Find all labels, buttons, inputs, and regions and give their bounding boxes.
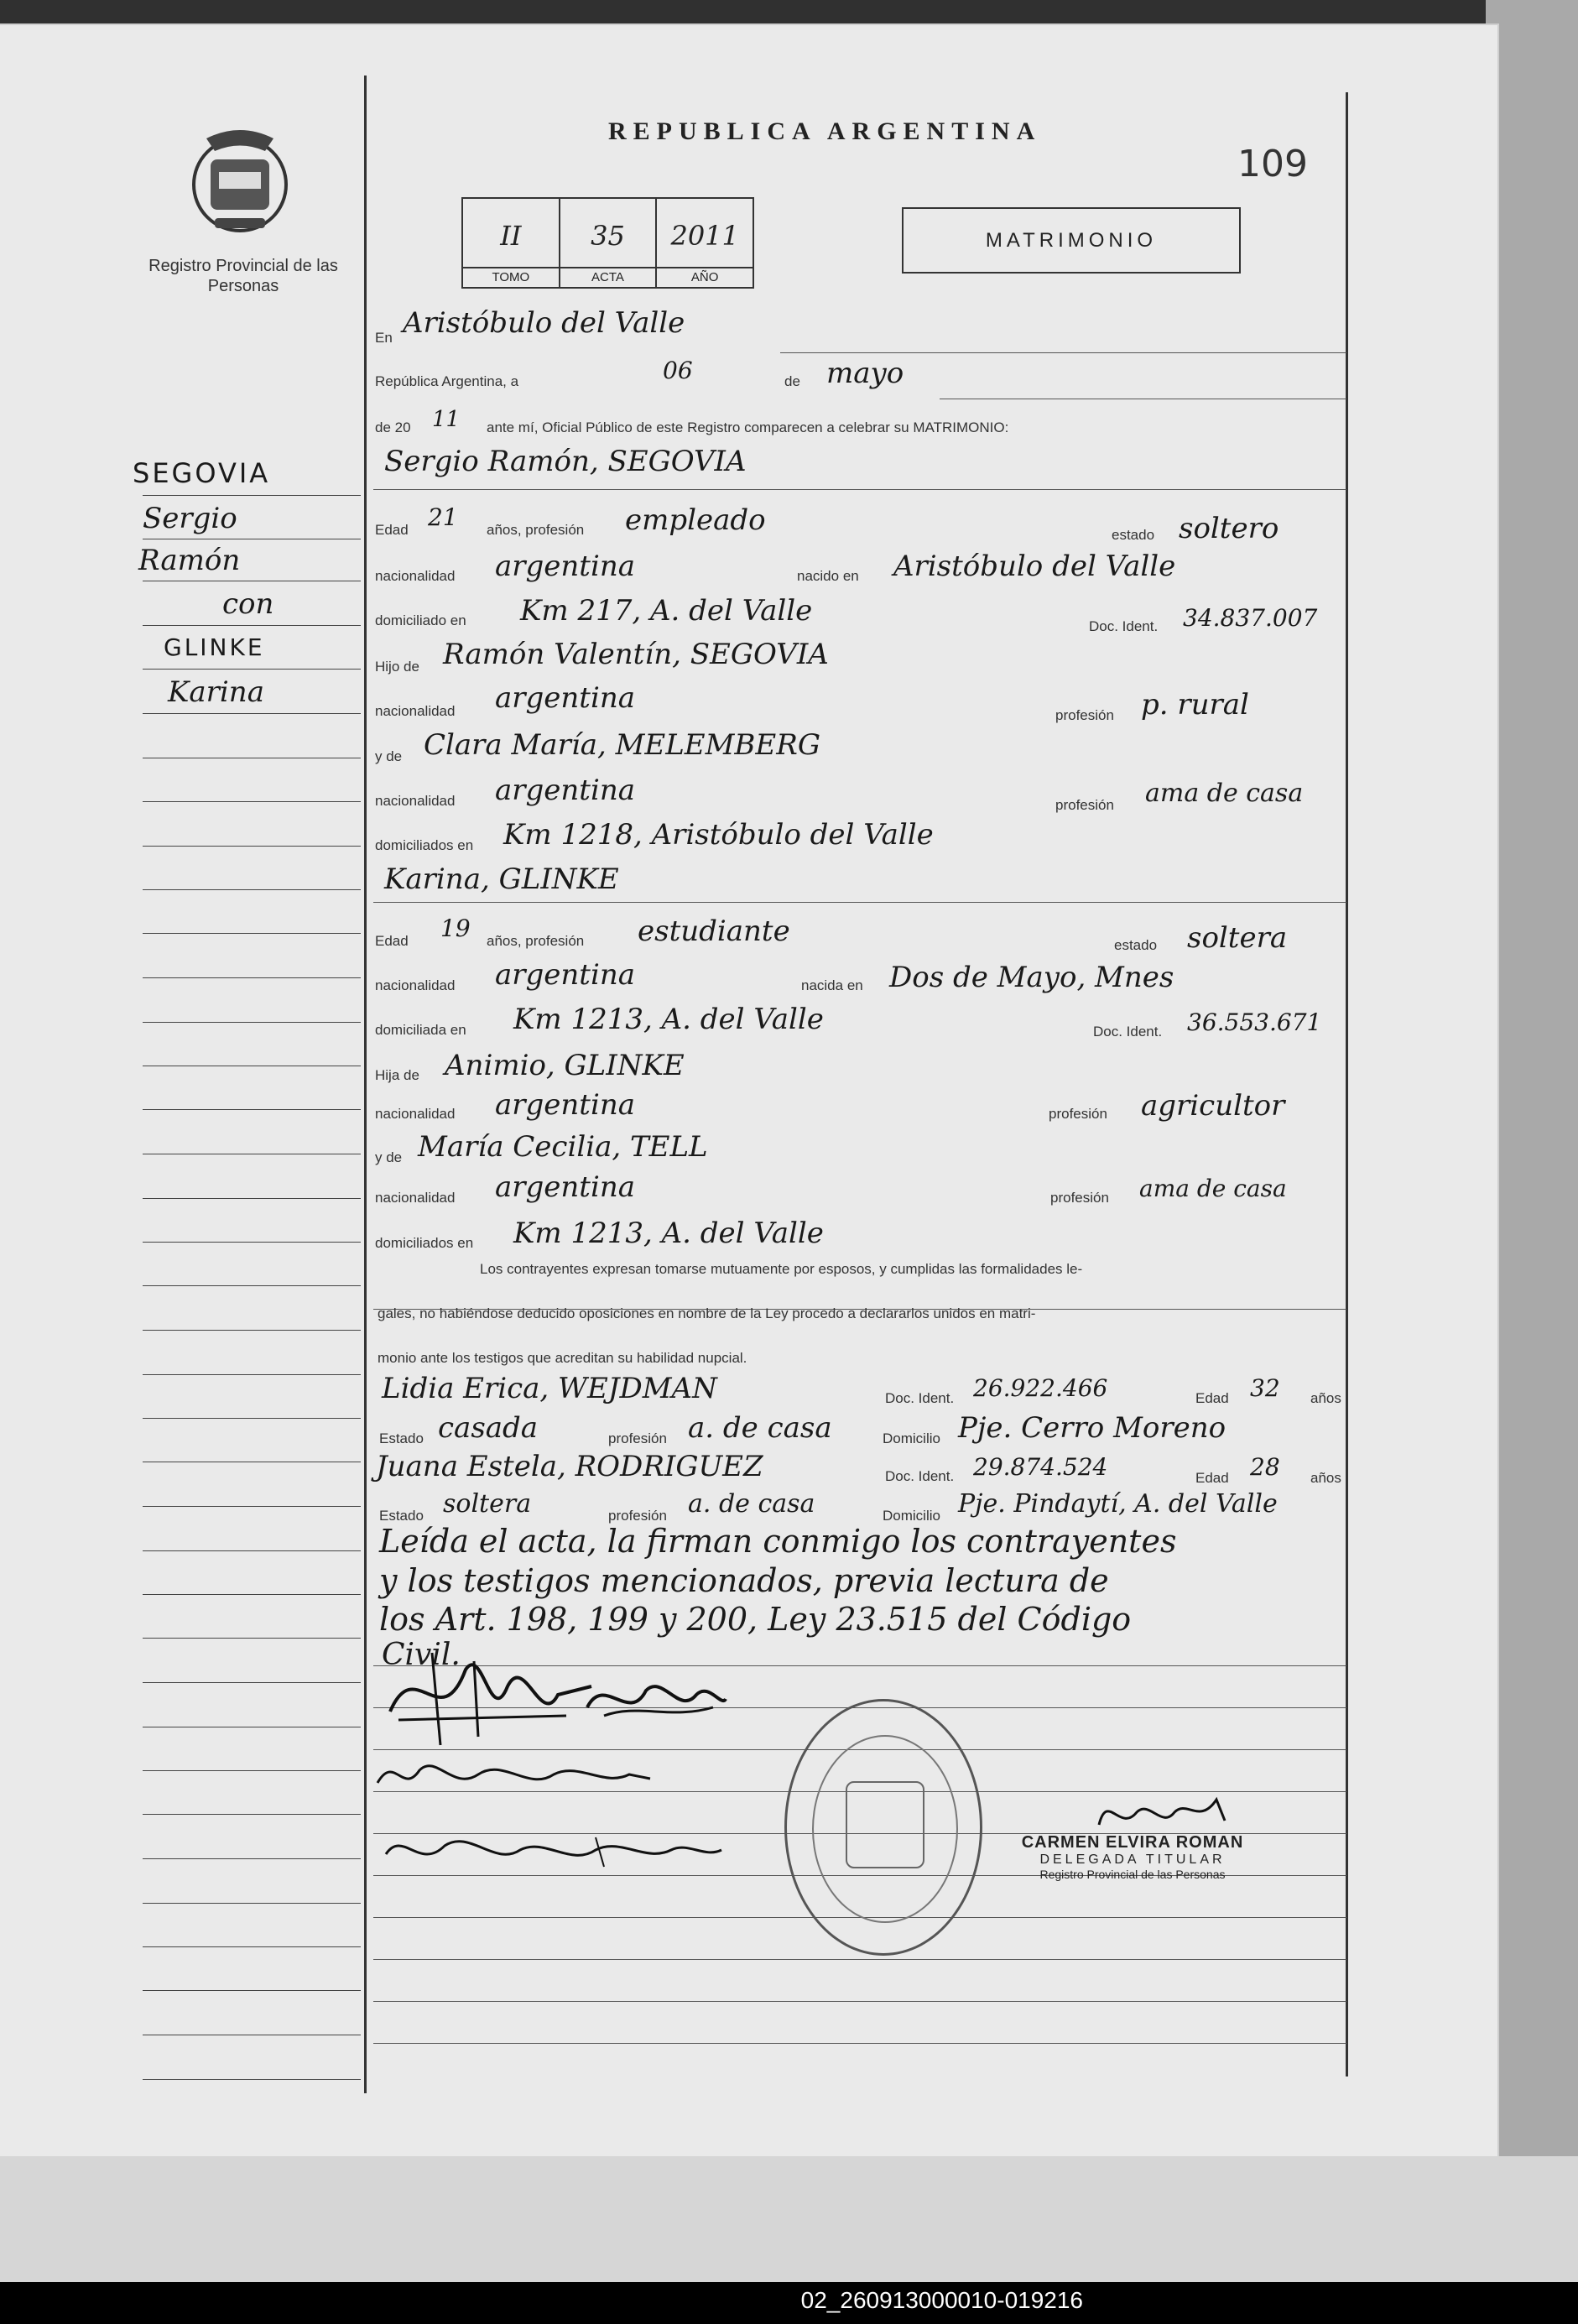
anio-value: 2011 (670, 220, 739, 252)
anios-profesion-label: años, profesión (487, 522, 585, 538)
year-prefix: de 20 (375, 419, 411, 435)
bride-parents-address: Km 1213, A. del Valle (513, 1217, 824, 1250)
place-value: Aristóbulo del Valle (403, 306, 685, 340)
groom-nationality: argentina (495, 550, 636, 583)
witness2-profession: a. de casa (688, 1489, 815, 1519)
closing-line: y los testigos mencionados, previa lectura de (379, 1562, 1109, 1599)
appear-text: ante mí, Oficial Público de este Registro comparecen a celebrar su MATRIMONIO: (487, 419, 1009, 435)
yde-label: y de (375, 1149, 403, 1165)
witness2-address: Pje. Pindaytí, A. del Valle (958, 1489, 1278, 1519)
groom-father: Ramón Valentín, SEGOVIA (443, 638, 829, 671)
folio-number: 109 (1237, 143, 1308, 185)
closing-line: los Art. 198, 199 y 200, Ley 23.515 del Código (379, 1601, 1132, 1638)
acta-label: ACTA (560, 267, 656, 287)
witness2-status: soltera (443, 1489, 532, 1519)
groom-name: Sergio Ramón, SEGOVIA (384, 445, 747, 478)
groom-doc: 34.837.007 (1183, 604, 1318, 632)
officer-role: DELEGADA TITULAR (1039, 1852, 1226, 1867)
witness-estado-label: Estado (379, 1430, 424, 1446)
witness1-name: Lidia Erica, WEJDMAN (382, 1372, 717, 1405)
nacionalidad-label: nacionalidad (375, 977, 456, 993)
acta-value: 35 (591, 220, 625, 252)
doc-label: Doc. Ident. (885, 1390, 955, 1406)
hijo-label: Hijo de (375, 659, 419, 675)
acta-cell (560, 199, 658, 287)
en-label: En (375, 330, 393, 346)
bride-name: Karina, GLINKE (384, 862, 619, 896)
bride-mother-profession: ama de casa (1139, 1175, 1287, 1202)
bride-father: Animio, GLINKE (445, 1049, 685, 1082)
provincial-crest-icon (181, 122, 299, 239)
groom-profession: empleado (625, 503, 766, 537)
groom-age: 21 (428, 503, 458, 531)
margin-rule (364, 76, 367, 2093)
witness2-name: Juana Estela, RODRIGUEZ (376, 1450, 763, 1483)
record-reference-boxes (461, 197, 754, 289)
nacida-label: nacida en (801, 977, 863, 993)
witness1-profession: a. de casa (688, 1411, 832, 1445)
doc-label: Doc. Ident. (1093, 1024, 1163, 1040)
doc-label: Doc. Ident. (1089, 618, 1159, 634)
declaration-line: Los contrayentes expresan tomarse mutuamente por esposos, y cumplidas las formalidades le- (480, 1261, 1083, 1277)
domiciliados-label: domiciliados en (375, 837, 474, 853)
witness1-doc: 26.922.466 (973, 1374, 1108, 1402)
anio-cell (657, 199, 753, 287)
bride-father-nationality: argentina (495, 1088, 636, 1122)
groom-father-profession: p. rural (1141, 688, 1249, 722)
groom-mother-nationality: argentina (495, 774, 636, 807)
domicilio-label: Domicilio (883, 1430, 940, 1446)
bride-birthplace: Dos de Mayo, Mnes (889, 961, 1174, 994)
scan-background-right (1486, 0, 1578, 2198)
witness2-doc: 29.874.524 (973, 1453, 1108, 1481)
anios-label: años (1310, 1470, 1341, 1486)
registry-name: Registro Provincial de las Personas (148, 257, 338, 295)
bride-doc: 36.553.671 (1187, 1008, 1322, 1036)
profesion-label: profesión (1050, 1190, 1109, 1206)
profesion-label: profesión (1055, 707, 1114, 723)
tomo-value: II (500, 220, 522, 252)
tomo-cell (463, 199, 560, 287)
groom-address: Km 217, A. del Valle (520, 594, 813, 628)
tomo-label: TOMO (463, 267, 559, 287)
edad-label: Edad (375, 522, 409, 538)
bride-nationality: argentina (495, 958, 636, 992)
anios-label: años (1310, 1390, 1341, 1406)
witness1-age: 32 (1250, 1374, 1280, 1402)
image-id-label: 02_260913000010-019216 (800, 2287, 1083, 2313)
margin-surname: SEGOVIA (133, 457, 271, 489)
witness-estado-label: Estado (379, 1508, 424, 1524)
profesion-label: profesión (608, 1430, 667, 1446)
month-value: mayo (826, 357, 904, 390)
groom-parents-address: Km 1218, Aristóbulo del Valle (503, 818, 934, 852)
witness-edad-label: Edad (1195, 1470, 1229, 1486)
profesion-label: profesión (1049, 1106, 1107, 1122)
nacido-label: nacido en (797, 568, 859, 584)
officer-name: CARMEN ELVIRA ROMAN (1021, 1833, 1244, 1852)
groom-mother: Clara María, MELEMBERG (424, 728, 820, 762)
hija-label: Hija de (375, 1067, 419, 1083)
estado-label: estado (1112, 527, 1155, 543)
right-rule (1346, 92, 1348, 2076)
officer-stamp (1007, 1833, 1258, 1881)
edad-label: Edad (375, 933, 409, 949)
declaration-line: gales, no habiéndose deducido oposiciones en nombre de la Ley procedo a declararlos unidos en matri- (378, 1305, 1036, 1321)
nacionalidad-label: nacionalidad (375, 568, 456, 584)
bride-mother: María Cecilia, TELL (418, 1130, 708, 1164)
country-title: REPUBLICA ARGENTINA (608, 117, 1042, 145)
groom-status: soltero (1179, 512, 1279, 545)
anios-profesion-label: años, profesión (487, 933, 585, 949)
margin-line: Sergio (143, 502, 237, 535)
republica-label: República Argentina, a (375, 373, 519, 389)
margin-line: Karina (168, 675, 264, 709)
groom-mother-profession: ama de casa (1145, 779, 1304, 808)
nacionalidad-label: nacionalidad (375, 793, 456, 809)
witness2-age: 28 (1250, 1453, 1280, 1481)
estado-label: estado (1114, 937, 1158, 953)
groom-father-nationality: argentina (495, 681, 636, 715)
margin-line: con (222, 587, 274, 621)
bride-mother-nationality: argentina (495, 1170, 636, 1204)
witness1-signature-icon (369, 1749, 654, 1800)
domiciliado-label: domiciliado en (375, 612, 466, 628)
witness1-address: Pje. Cerro Moreno (958, 1411, 1226, 1445)
bride-address: Km 1213, A. del Valle (513, 1003, 824, 1036)
de-label: de (784, 373, 800, 389)
domiciliados-label: domiciliados en (375, 1235, 474, 1251)
registry-seal-icon (784, 1699, 982, 1956)
nacionalidad-label: nacionalidad (375, 703, 456, 719)
groom-signature-icon (382, 1636, 600, 1753)
bride-age: 19 (440, 914, 471, 942)
bride-profession: estudiante (638, 914, 790, 948)
closing-line: Civil. (382, 1638, 461, 1672)
day-value: 06 (663, 357, 693, 384)
witness1-status: casada (438, 1411, 539, 1445)
scan-background-bottom (0, 2156, 1578, 2282)
closing-line: Leída el acta, la firman conmigo los contrayentes (379, 1523, 1177, 1560)
witness-edad-label: Edad (1195, 1390, 1229, 1406)
profesion-label: profesión (1055, 797, 1114, 813)
margin-line: Ramón (138, 544, 241, 577)
domiciliada-label: domiciliada en (375, 1022, 466, 1038)
nacionalidad-label: nacionalidad (375, 1106, 456, 1122)
profesion-label: profesión (608, 1508, 667, 1524)
witness2-signature-icon (378, 1821, 730, 1879)
nacionalidad-label: nacionalidad (375, 1190, 456, 1206)
year-suffix: 11 (432, 407, 461, 432)
officer-office: Registro Provincial de las Personas (1039, 1868, 1226, 1881)
bride-signature-icon (579, 1665, 730, 1733)
doc-label: Doc. Ident. (885, 1468, 955, 1484)
footer-bar (0, 2282, 1578, 2324)
bride-father-profession: agricultor (1141, 1089, 1285, 1123)
bride-status: soltera (1187, 921, 1288, 955)
margin-line: GLINKE (164, 633, 265, 661)
act-type-box: MATRIMONIO (902, 207, 1241, 274)
yde-label: y de (375, 748, 403, 764)
domicilio-label: Domicilio (883, 1508, 940, 1524)
groom-birthplace: Aristóbulo del Valle (893, 550, 1176, 583)
anio-label: AÑO (657, 267, 753, 287)
declaration-line: monio ante los testigos que acreditan su habilidad nupcial. (378, 1350, 747, 1366)
